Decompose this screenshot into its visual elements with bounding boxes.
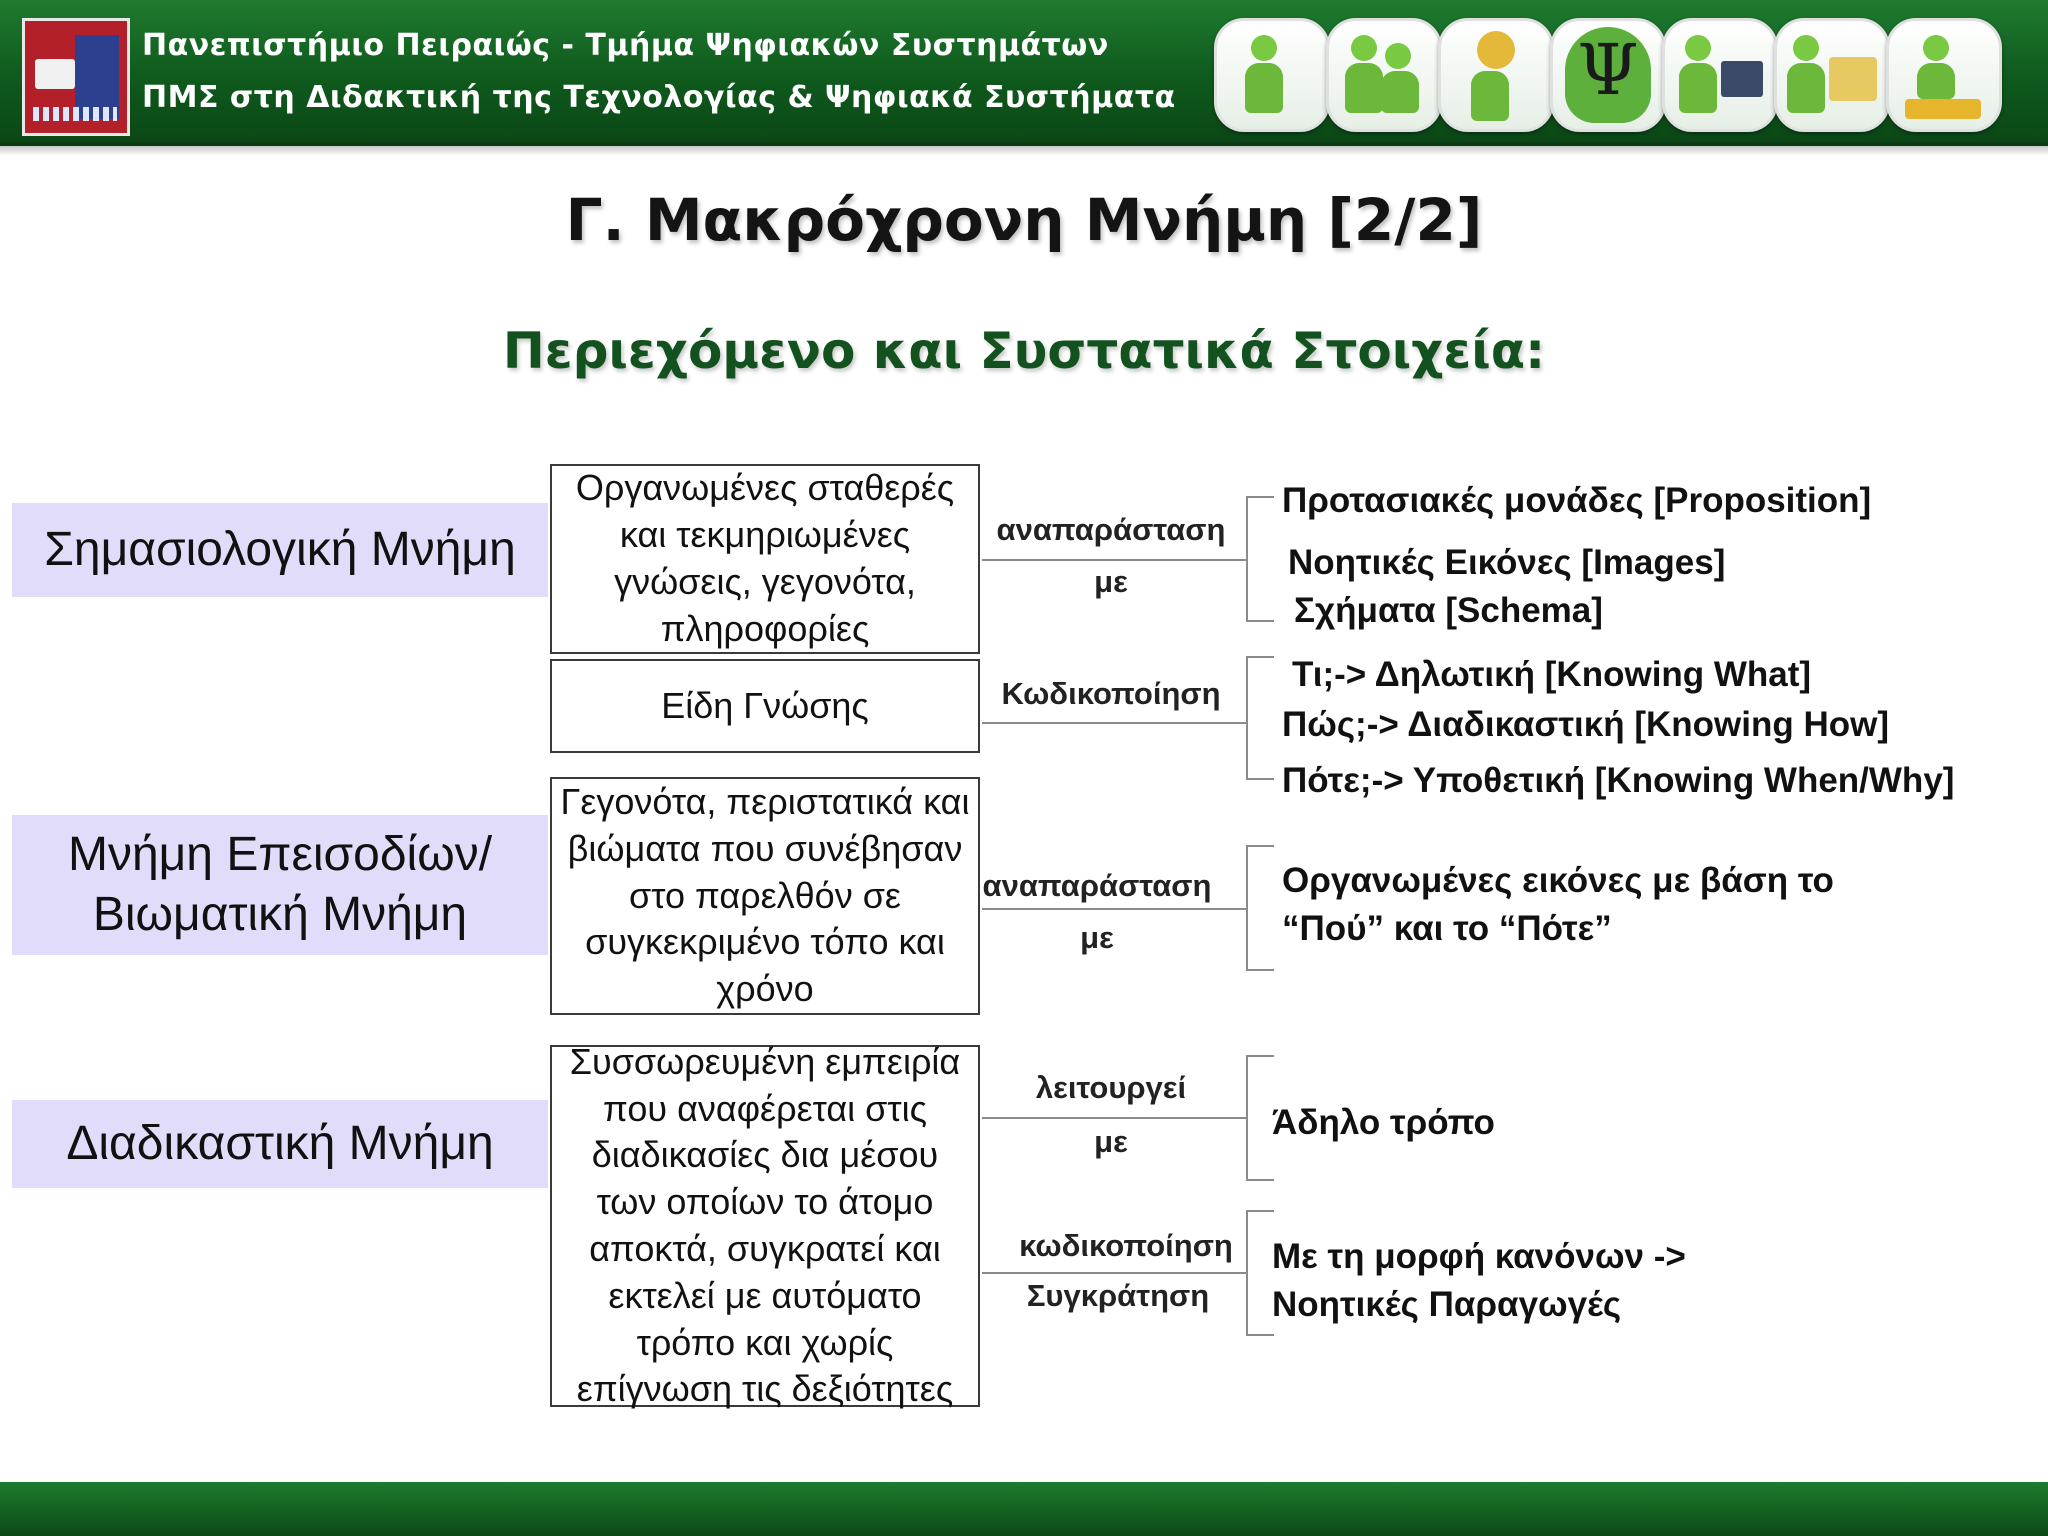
- connector-procedural-coding: [982, 1272, 1246, 1274]
- connector-knowledge: [982, 722, 1246, 724]
- connector-episodic: [982, 908, 1246, 910]
- relation-representation-label: αναπαράσταση: [982, 868, 1212, 903]
- footer-bar: [0, 1482, 2048, 1536]
- category-semantic-memory: Σημασιολογική Μνήμη: [12, 503, 548, 597]
- bracket-episodic: [1246, 845, 1248, 969]
- header-program-line: ΠΜΣ στη Διδακτική της Τεχνολογίας & Ψηφιακά Συστήματα: [142, 80, 1176, 115]
- category-episodic-memory: Μνήμη Επεισοδίων/ Βιωματική Μνήμη: [12, 815, 548, 955]
- relation-works-label: λειτουργεί: [1035, 1070, 1187, 1105]
- relation-with-label: με: [1080, 920, 1114, 955]
- university-logo-icon: [22, 18, 130, 136]
- figure-icon: [1214, 18, 1330, 132]
- relation-retention-label: Συγκράτηση: [1026, 1278, 1210, 1313]
- bracket-semantic: [1246, 496, 1248, 620]
- bracket-tick: [1246, 1334, 1274, 1336]
- psi-symbol: Ψ: [1577, 29, 1639, 111]
- knowledge-types-box: Είδη Γνώσης: [550, 659, 980, 753]
- result-mental-productions: Νοητικές Παραγωγές: [1272, 1285, 1622, 1324]
- relation-with-label: με: [1094, 1124, 1128, 1159]
- bracket-tick: [1246, 1210, 1274, 1212]
- connector-procedural-works: [982, 1117, 1246, 1119]
- relation-representation-label: αναπαράσταση: [996, 512, 1226, 547]
- bracket-tick: [1246, 656, 1274, 658]
- result-schema: Σχήματα [Schema]: [1294, 591, 1603, 630]
- result-propositions: Προτασιακές μονάδες [Proposition]: [1282, 481, 1872, 520]
- figures-reading-icon: [1326, 18, 1442, 132]
- bracket-tick: [1246, 620, 1274, 622]
- psi-head-icon: [1550, 18, 1666, 132]
- header-university-line: Πανεπιστήμιο Πειραιώς - Τμήμα Ψηφιακών Συστημάτων: [142, 28, 1109, 63]
- result-images: Νοητικές Εικόνες [Images]: [1288, 543, 1726, 582]
- header-icons: [1214, 18, 2034, 128]
- bracket-tick: [1246, 1055, 1274, 1057]
- semantic-description-box: Οργανωμένες σταθερές και τεκμηριωμένες γνώσεις, γεγονότα, πληροφορίες: [550, 464, 980, 654]
- header-shadow: [0, 146, 2048, 156]
- page-title: Γ. Μακρόχρονη Μνήμη [2/2]: [565, 186, 1483, 254]
- result-implicit-way: Άδηλο τρόπο: [1272, 1103, 1495, 1142]
- figure-laptop-icon: [1662, 18, 1778, 132]
- result-organized-images-line2: “Πού” και το “Πότε”: [1282, 909, 1612, 948]
- result-knowing-when-why: Πότε;-> Υποθετική [Knowing When/Why]: [1282, 761, 1955, 800]
- result-knowing-how: Πώς;-> Διαδικαστική [Knowing How]: [1282, 705, 1889, 744]
- bracket-tick: [1246, 778, 1274, 780]
- bracket-tick: [1246, 969, 1274, 971]
- page-subtitle: Περιεχόμενο και Συστατικά Στοιχεία:: [502, 322, 1546, 380]
- result-knowing-what: Τι;-> Δηλωτική [Knowing What]: [1292, 655, 1812, 694]
- episodic-description-box: Γεγονότα, περιστατικά και βιώματα που συνέβησαν στο παρελθόν σε συγκεκριμένο τόπο και χρόνο: [550, 777, 980, 1015]
- relation-coding-label: κωδικοποίηση: [1019, 1228, 1233, 1263]
- connector-semantic: [982, 559, 1246, 561]
- figure-folder-icon: [1774, 18, 1890, 132]
- bracket-procedural-works: [1246, 1055, 1248, 1179]
- relation-coding-label: Κωδικοποίηση: [1001, 676, 1221, 711]
- header-bar: [0, 0, 2048, 146]
- category-procedural-memory: Διαδικαστική Μνήμη: [12, 1100, 548, 1188]
- bracket-tick: [1246, 1179, 1274, 1181]
- bracket-tick: [1246, 845, 1274, 847]
- result-organized-images-line1: Οργανωμένες εικόνες με βάση το: [1282, 861, 1834, 900]
- result-rules-form: Με τη μορφή κανόνων ->: [1272, 1237, 1686, 1276]
- figure-puzzle-icon: [1886, 18, 2002, 132]
- bracket-knowledge: [1246, 656, 1248, 778]
- bracket-tick: [1246, 496, 1274, 498]
- relation-with-label: με: [1094, 564, 1128, 599]
- figure-globe-icon: [1438, 18, 1554, 132]
- procedural-description-box: Συσσωρευμένη εμπειρία που αναφέρεται στις διαδικασίες δια μέσου των οποίων το άτομο αποκτά, συγκρατεί και εκτελεί με αυτόματο τρόπο και χωρίς επίγνωση τις δεξιότητες: [550, 1045, 980, 1407]
